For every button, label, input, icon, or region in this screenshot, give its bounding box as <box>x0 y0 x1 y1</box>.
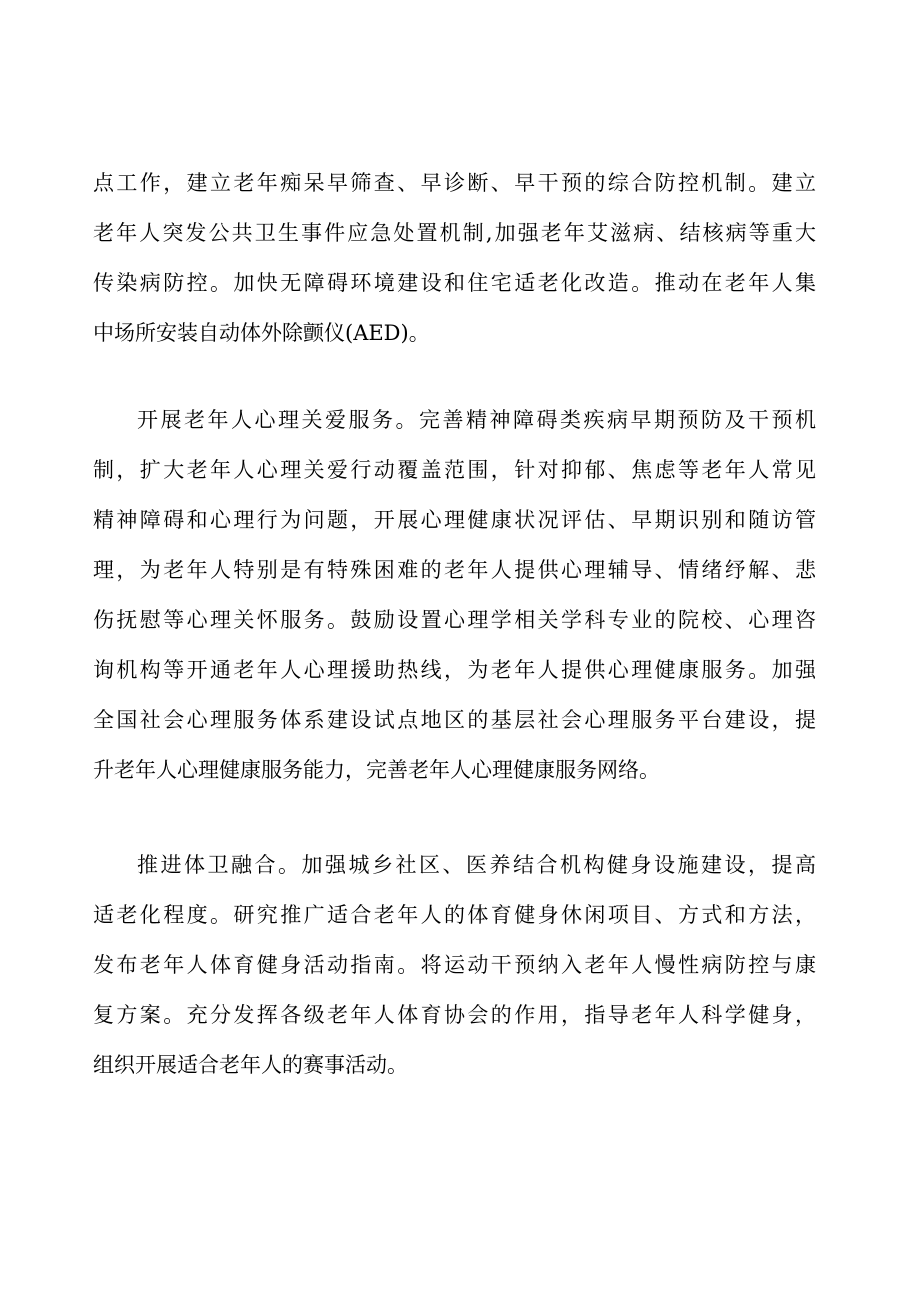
text-line: 全国社会心理服务体系建设试点地区的基层社会心理服务平台建设，提 <box>93 708 816 732</box>
text-line: 理，为老年人特别是有特殊困难的老年人提供心理辅导、情绪纾解、悲 <box>93 558 816 582</box>
text-line: 适老化程度。研究推广适合老年人的体育健身休闲项目、方式和方法， <box>93 903 816 927</box>
text-line: 老年人突发公共卫生事件应急处置机制,加强老年艾滋病、结核病等重大 <box>93 221 816 245</box>
text-line: 升老年人心理健康服务能力，完善老年人心理健康服务网络。 <box>93 758 660 782</box>
text-line: 开展老年人心理关爱服务。完善精神障碍类疾病早期预防及干预机 <box>137 408 816 432</box>
document-page <box>93 158 816 1090</box>
paragraph-mental-care <box>93 395 816 795</box>
text-line: 询机构等开通老年人心理援助热线，为老年人提供心理健康服务。加强 <box>93 658 816 682</box>
paragraph-health-prevention <box>93 158 816 358</box>
text-line: 组织开展适合老年人的赛事活动。 <box>93 1053 408 1077</box>
text-line: 精神障碍和心理行为问题，开展心理健康状况评估、早期识别和随访管 <box>93 508 816 532</box>
text-line: 中场所安装自动体外除颤仪(AED)。 <box>93 321 430 345</box>
text-line: 点工作，建立老年痴呆早筛查、早诊断、早干预的综合防控机制。建立 <box>93 171 816 195</box>
text-line: 传染病防控。加快无障碍环境建设和住宅适老化改造。推动在老年人集 <box>93 271 816 295</box>
text-line: 复方案。充分发挥各级老年人体育协会的作用，指导老年人科学健身， <box>93 1003 816 1027</box>
text-line: 制，扩大老年人心理关爱行动覆盖范围，针对抑郁、焦虑等老年人常见 <box>93 458 816 482</box>
paragraph-sports-health <box>93 840 816 1090</box>
text-line: 推进体卫融合。加强城乡社区、医养结合机构健身设施建设，提高 <box>137 853 816 877</box>
text-line: 伤抚慰等心理关怀服务。鼓励设置心理学相关学科专业的院校、心理咨 <box>93 608 816 632</box>
text-line: 发布老年人体育健身活动指南。将运动干预纳入老年人慢性病防控与康 <box>93 953 816 977</box>
